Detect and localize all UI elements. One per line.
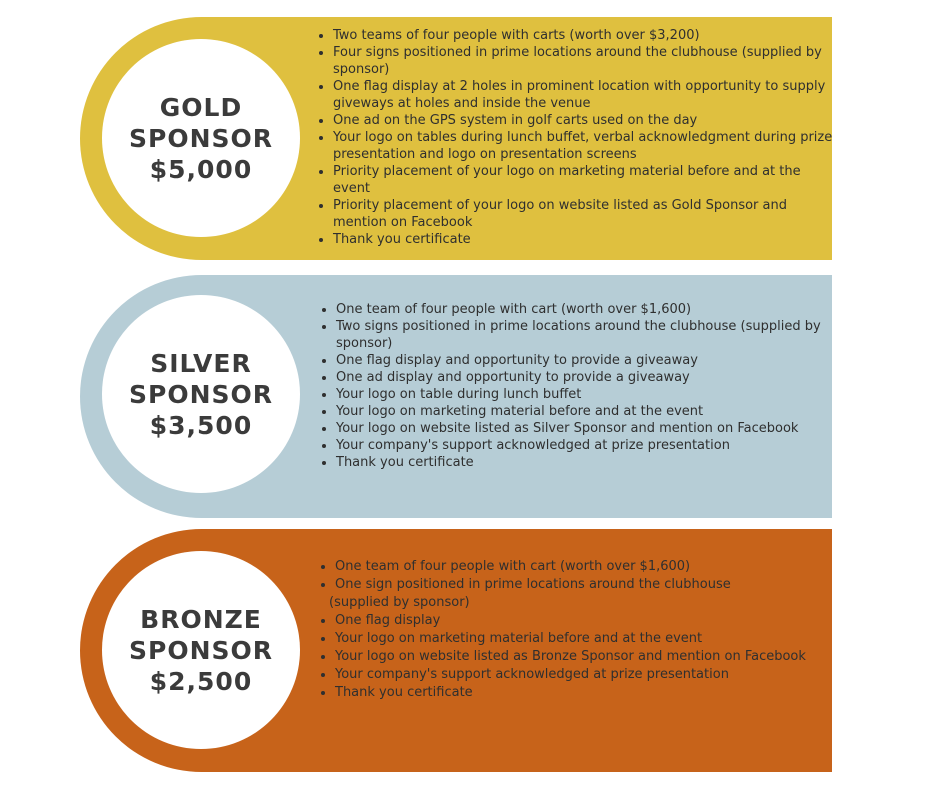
list-item: • Your logo on marketing material before and at the event xyxy=(335,630,835,648)
list-item: • Your logo on tables during lunch buffet, verbal acknowledgment during prize presentation and logo on presentation screens xyxy=(333,129,833,163)
list-item: • Your logo on website listed as Bronze Sponsor and mention on Facebook xyxy=(335,648,835,666)
gold-sponsor-band xyxy=(80,17,832,260)
silver-title-line-2: SPONSOR xyxy=(128,379,273,409)
list-item: • Thank you certificate xyxy=(336,454,836,471)
bronze-benefits-list xyxy=(315,558,835,702)
bronze-title-line-2: SPONSOR xyxy=(128,635,273,665)
list-item: • Two signs positioned in prime locations around the clubhouse (supplied by sponsor) xyxy=(336,318,836,352)
list-item: • Your logo on table during lunch buffet xyxy=(336,386,836,403)
list-item xyxy=(329,576,835,612)
list-item: • Your logo on website listed as Silver Sponsor and mention on Facebook xyxy=(336,420,836,437)
list-item: • One ad on the GPS system in golf carts used on the day xyxy=(333,112,833,129)
list-item: • One flag display at 2 holes in prominent location with opportunity to supply giveways at holes and inside the venue xyxy=(333,78,833,112)
gold-sponsor-badge xyxy=(102,39,300,237)
list-item-continuation: (supplied by sponsor) xyxy=(329,595,470,610)
list-item: • Four signs positioned in prime locations around the clubhouse (supplied by sponsor) xyxy=(333,44,833,78)
gold-price: $5,000 xyxy=(149,154,253,184)
bronze-sponsor-band xyxy=(80,529,832,772)
silver-sponsor-band xyxy=(80,275,832,518)
list-item: • Priority placement of your logo on website listed as Gold Sponsor and mention on Facebook xyxy=(333,197,833,231)
list-item: • Your company's support acknowledged at prize presentation xyxy=(336,437,836,454)
bronze-sponsor-badge xyxy=(102,551,300,749)
list-item: • One flag display and opportunity to provide a giveaway xyxy=(336,352,836,369)
gold-title-line-2: SPONSOR xyxy=(128,123,273,153)
list-item: • Your logo on marketing material before and at the event xyxy=(336,403,836,420)
silver-title-line-1: SILVER xyxy=(150,348,252,378)
list-item: • Thank you certificate xyxy=(333,231,833,248)
list-item: • Priority placement of your logo on marketing material before and at the event xyxy=(333,163,833,197)
silver-price: $3,500 xyxy=(149,410,253,440)
silver-benefits-list xyxy=(316,301,836,471)
bronze-price: $2,500 xyxy=(149,666,253,696)
list-item: • Two teams of four people with carts (worth over $3,200) xyxy=(333,27,833,44)
list-item: • One team of four people with cart (worth over $1,600) xyxy=(335,558,835,576)
list-item: • One flag display xyxy=(335,612,835,630)
list-item: • Your company's support acknowledged at prize presentation xyxy=(335,666,835,684)
silver-sponsor-badge xyxy=(102,295,300,493)
gold-benefits-list xyxy=(313,27,833,248)
list-item: • One team of four people with cart (worth over $1,600) xyxy=(336,301,836,318)
list-item: • One ad display and opportunity to provide a giveaway xyxy=(336,369,836,386)
gold-title-line-1: GOLD xyxy=(159,92,243,122)
list-item-text: One sign positioned in prime locations around the clubhouse xyxy=(335,577,731,592)
bronze-title-line-1: BRONZE xyxy=(140,604,262,634)
list-item: • Thank you certificate xyxy=(335,684,835,702)
